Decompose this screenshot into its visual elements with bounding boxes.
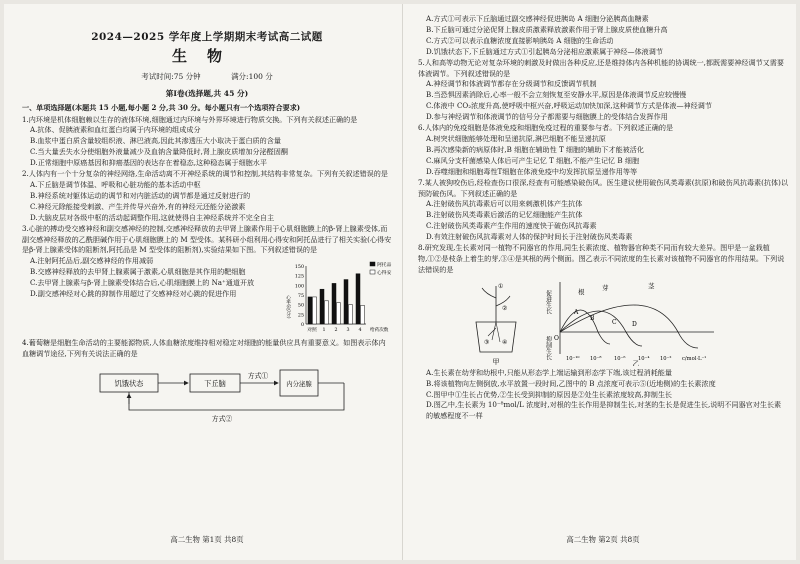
exam-page-1 bbox=[22, 14, 392, 544]
bar-propranolol bbox=[313, 297, 317, 324]
point-c-label: C bbox=[612, 318, 617, 326]
legend-swatch bbox=[370, 262, 375, 266]
auxin-figure bbox=[458, 278, 788, 366]
q7-option-a: A.注射破伤风抗毒素后可以用来刺激机体产生抗体 bbox=[426, 199, 583, 209]
q1-option-d: D.正常细胞中原癌基因和抑癌基因的表达存在着稳态,这种稳态属于细胞水平 bbox=[30, 158, 267, 168]
q6-option-d: D.吞噬细胞和细胞毒性T细胞在体液免疫中均发挥抗原呈递作用等等 bbox=[426, 166, 638, 176]
x-unit-label: c/mol·L⁻¹ bbox=[682, 355, 707, 362]
exam-page-2 bbox=[418, 14, 788, 544]
box-endocrine-label: 内分泌腺 bbox=[286, 380, 312, 389]
y-tick-label: 50 bbox=[297, 303, 304, 309]
q2-option-d: D.大脑皮层对各级中枢的活动起调整作用,这就使得自主神经系统并不完全自主 bbox=[30, 212, 275, 222]
question-1: 1.内环境是机体细胞赖以生存的液体环境,细胞通过内环境与外界环境进行物质交换。下列有关叙述正确的是 bbox=[22, 114, 358, 124]
x-tick-label: 2 bbox=[334, 328, 338, 334]
legend-label: 阿托品 bbox=[377, 263, 392, 269]
root-curve bbox=[560, 310, 610, 344]
bud-curve bbox=[560, 308, 642, 346]
x-tick-1: 10⁻¹⁰ bbox=[566, 355, 580, 362]
q6-option-c: C.麻风分支杆菌感染人体后可产生记忆 T 细胞,不能产生记忆 B 细胞 bbox=[426, 155, 640, 165]
root-4-label: ④ bbox=[502, 338, 508, 346]
part-heading: 第Ⅰ卷(选择题,共 45 分) bbox=[165, 88, 249, 98]
x-tick-4: 10⁻⁴ bbox=[638, 355, 650, 362]
q3-option-c: C.去甲肾上腺素与β-肾上腺素受体结合后,心肌细胞膜上的 Na⁺通道开放 bbox=[30, 278, 255, 288]
box-hypothalamus-label: 下丘脑 bbox=[204, 379, 226, 389]
stem-curve bbox=[560, 305, 698, 348]
origin-label: O bbox=[554, 334, 559, 342]
q1-option-a: A.抗体、促胰液素和血红蛋白均属于内环境的组成成分 bbox=[30, 125, 201, 135]
point-a-label: A bbox=[574, 308, 579, 316]
q3-option-a: A.注射阿托品后,副交感神经的作用减弱 bbox=[30, 256, 154, 266]
q4-option-c: C.方式②可以表示血糖浓度直接影响胰岛 A 细胞的生命活动 bbox=[426, 35, 614, 45]
q5-option-a: A.神经调节和体液调节都存在分级调节和反馈调节机制 bbox=[426, 79, 597, 89]
roots bbox=[488, 322, 500, 342]
bar-propranolol bbox=[349, 305, 353, 324]
point-d-label: D bbox=[632, 320, 637, 328]
bud-2-label: ② bbox=[502, 304, 508, 312]
legend-label: 心得安 bbox=[377, 271, 392, 277]
q8-option-b: B.将该植物向左侧倒放,水平放置一段时间,乙图中的 B 点浓度可表示⑤(近地侧)的生长素浓度 bbox=[426, 378, 716, 388]
box-hunger-label: 饥饿状态 bbox=[114, 379, 144, 389]
exam-sheet bbox=[4, 4, 796, 560]
x-tick-3: 10⁻⁶ bbox=[614, 355, 626, 362]
q6-option-b: B.再次感染新的病原体时,B 细胞在辅助性 T 细胞的辅助下才能被活化 bbox=[426, 144, 644, 154]
q2-option-c: C.神经元除能接受刺激、产生并传导兴奋外,有的神经元还能分泌激素 bbox=[30, 201, 246, 211]
point-b-label: B bbox=[590, 314, 595, 322]
curve-bud-label: 芽 bbox=[602, 283, 609, 292]
bar-atropine bbox=[308, 297, 312, 324]
arrow-way2-label: 方式② bbox=[211, 415, 233, 424]
question-3: 3.心脏的搏动受交感神经和副交感神经的控制,交感神经释放的去甲肾上腺素作用于心肌细胞膜上的β-肾上腺素受体,而副交感神经释放的乙酰胆碱作用于心肌细胞膜上的 M 型受体。某科研小组利用心得安和阿托品进行了相关实验(心得安是β-肾上腺素受体的阻断剂,阿托品是 M 型受体的阻断剂),实验结果如下图。下列叙述错误的是 bbox=[22, 223, 392, 255]
legend-swatch bbox=[370, 270, 375, 274]
auxin-curve-chart bbox=[538, 278, 728, 366]
x-tick-label: 3 bbox=[346, 328, 350, 334]
bar-atropine bbox=[356, 274, 360, 324]
y-tick-label: 125 bbox=[294, 274, 304, 280]
question-2: 2.人体内有一个十分复杂的神经网络,生命活动离不开神经系统的调节和控制,其结构非常复杂。下列有关叙述错误的是 bbox=[22, 169, 388, 179]
curve-stem-label: 茎 bbox=[648, 281, 655, 290]
q5-option-c: C.体液中 CO₂浓度升高,使呼吸中枢兴奋,呼吸运动加快加深,这种调节方式是体液—神经调节 bbox=[426, 101, 712, 111]
y-axis-label: 心率(次/分) bbox=[285, 295, 291, 319]
glucose-regulation-diagram bbox=[22, 364, 392, 426]
bar-propranolol bbox=[337, 303, 341, 324]
question-8: 8.研究发现,生长素对同一植物不同器官的作用,同生长素浓度、植物器官种类不同而有较大差异。图甲是一盆栽植物,①②是枝条上着生的芽,③④是其根的两个侧面。图乙表示不同浓度的生长素对该植物不同器官的作用结果。下列说法错误的是 bbox=[418, 243, 785, 274]
q1-option-c: C.当大量丢失水分使细胞外液量减少及血钠含量降低时,肾上腺皮质增加分泌醛固酮 bbox=[30, 147, 288, 157]
figure-yi-label: 乙 bbox=[632, 359, 640, 366]
bar-atropine bbox=[332, 284, 336, 325]
q4-option-b: B.下丘脑可通过分泌促肾上腺皮质激素释放激素作用于肾上腺皮质使血糖升高 bbox=[426, 24, 668, 34]
exam-meta bbox=[22, 72, 392, 83]
branch-left bbox=[482, 288, 496, 298]
heart-rate-bar-chart bbox=[284, 256, 392, 338]
bar-atropine bbox=[320, 290, 324, 325]
arrow-way1-label: 方式① bbox=[247, 372, 269, 381]
x-axis-label: 给药次数 bbox=[370, 328, 389, 334]
question-4: 4.葡萄糖是细胞生命活动的主要能源物质,人体血糖浓度维持相对稳定对细胞的能量供应具有重要意义。如图表示体内血糖调节途径,下列有关说法正确的是 bbox=[22, 338, 386, 359]
y-tick-label: 100 bbox=[294, 284, 304, 290]
y-tick-label: 0 bbox=[300, 323, 304, 329]
q2-option-b: B.神经系统对躯体运动的调节和对内脏活动的调节都是通过反射进行的 bbox=[30, 190, 251, 200]
pot bbox=[476, 322, 516, 352]
x-tick-label: 4 bbox=[358, 328, 362, 334]
q8-option-a: A.生长素在幼芽和幼根中,只能从形态学上端运输到形态学下端,该过程消耗能量 bbox=[426, 367, 672, 377]
y-axis-label-inhibit: 抑制生长 bbox=[544, 335, 552, 360]
y-tick-label: 25 bbox=[297, 313, 304, 319]
bar-propranolol bbox=[361, 306, 365, 325]
section-heading: 一、单项选择题(本题共 15 小题,每小题 2 分,共 30 分。每小题只有一个选项符合要求) bbox=[22, 102, 301, 112]
q4-option-a: A.方式①可表示下丘脑通过副交感神经促进胰岛 A 细胞分泌胰高血糖素 bbox=[426, 14, 649, 23]
exam-time: 考试时间:75 分钟 bbox=[141, 71, 201, 81]
y-axis-label-promote: 促进生长 bbox=[544, 289, 552, 314]
page-seam bbox=[402, 4, 403, 560]
bar-atropine bbox=[344, 280, 348, 324]
page-2-footer: 高二生物 第2页 共8页 bbox=[566, 535, 640, 545]
q3-option-b: B.交感神经释放的去甲肾上腺素属于激素,心肌细胞是其作用的靶细胞 bbox=[30, 267, 246, 277]
q3-block bbox=[22, 256, 392, 338]
bud-1-label: ① bbox=[498, 282, 504, 290]
question-5: 5.人和高等动物无论对复杂环境的刺激及时做出各种反应,还是维持体内各种机能的协调统一,都既需要神经调节又需要体液调节。下列叙述错误的是 bbox=[418, 57, 784, 78]
exam-title: 2024—2025 学年度上学期期末考试高二试题 bbox=[91, 31, 323, 43]
q6-option-a: A.树突状细胞能够处理和呈递抗原,淋巴细胞不能呈递抗原 bbox=[426, 133, 606, 143]
q8-option-d: D.图乙中,生长素为 10⁻⁸mol/L 浓度时,对根的生长作用是抑制生长,对茎的生长是促进生长,说明不同器官对生长素的敏感程度不一样 bbox=[426, 400, 782, 421]
q3-option-d: D.副交感神经对心跳的抑制作用超过了交感神经对心跳的促进作用 bbox=[30, 289, 237, 299]
x-tick-2: 10⁻⁸ bbox=[590, 355, 602, 362]
page-1-footer: 高二生物 第1页 共8页 bbox=[170, 535, 244, 545]
q7-option-c: C.注射破伤风类毒素产生作用的速度快于破伤风抗毒素 bbox=[426, 221, 597, 231]
question-6: 6.人体内的免疫细胞是体液免疫和细胞免疫过程的重要参与者。下列叙述正确的是 bbox=[418, 123, 674, 133]
potted-plant-figure bbox=[458, 278, 538, 366]
q5-option-d: D.参与神经调节和体液调节的信号分子都需要与细胞膜上的受体结合发挥作用 bbox=[426, 112, 668, 122]
exam-score: 满分:100 分 bbox=[231, 71, 273, 81]
q7-option-b: B.注射破伤风类毒素后激活的记忆细胞能产生抗体 bbox=[426, 210, 583, 220]
q8-option-c: C.图甲中①生长占优势,②生长受到抑制的原因是②处生长素浓度较高,抑制生长 bbox=[426, 389, 673, 399]
exam-subject: 生物 bbox=[171, 46, 242, 65]
y-tick-label: 150 bbox=[294, 265, 304, 271]
q1-option-b: B.血浆中蛋白质含量较组织液、淋巴液高,因此其渗透压大小取决于蛋白质的含量 bbox=[30, 136, 281, 146]
bar-propranolol bbox=[325, 301, 329, 324]
q7-option-d: D.有效注射破伤风抗毒素对人体的保护时间长于注射破伤风类毒素 bbox=[426, 232, 633, 242]
root-3-label: ③ bbox=[484, 338, 490, 346]
q4-option-d: D.饥饿状态下,下丘脑通过方式①引起胰岛分泌相应激素属于神经—体液调节 bbox=[426, 46, 663, 56]
x-tick-label: 1 bbox=[322, 328, 326, 334]
x-tick-5: 10⁻² bbox=[660, 355, 672, 362]
figure-jia-label: 甲 bbox=[492, 357, 500, 366]
y-tick-label: 75 bbox=[297, 294, 304, 300]
question-7: 7.某人被狗咬伤后,经检查伤口很深,经查有可能感染破伤风。医生建议使用破伤风类毒素(抗原)和破伤风抗毒素(抗体)以预防破伤风。下列叙述正确的是 bbox=[418, 177, 788, 198]
q5-option-b: B.当恐惧因素消除后,心率一般不会立刻恢复至安静水平,原因是体液调节反应较慢慢 bbox=[426, 90, 687, 100]
curve-root-label: 根 bbox=[578, 287, 585, 296]
q2-option-a: A.下丘脑是调节体温、呼吸和心脏功能的基本活动中枢 bbox=[30, 179, 201, 189]
x-tick-label: 对照 bbox=[307, 328, 317, 334]
